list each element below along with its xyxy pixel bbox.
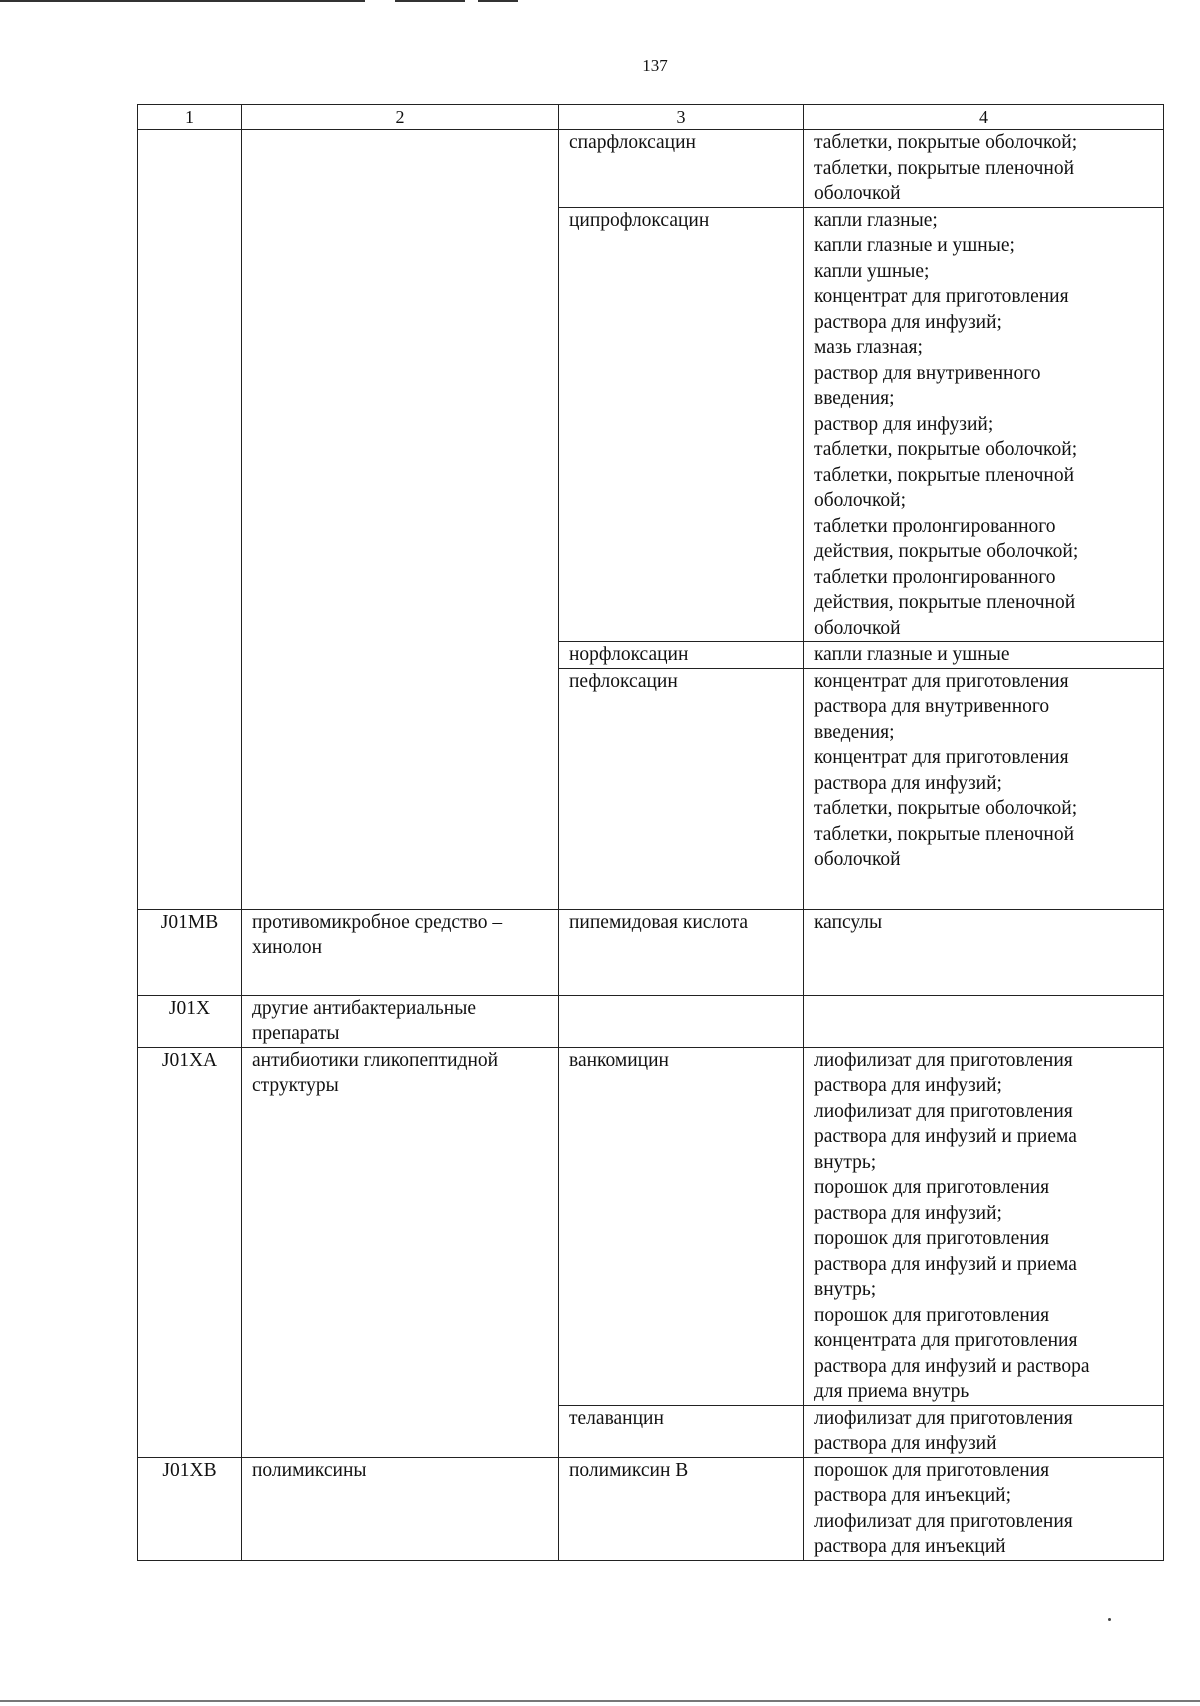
dosage-form-line: раствора для инъекций; [814, 1485, 1011, 1506]
scan-speck [1108, 1618, 1111, 1621]
scan-edge-bottom [0, 1700, 1200, 1702]
dosage-form-line: капли глазные и ушные; [814, 235, 1015, 256]
dosage-form-line: таблетки, покрытые пленочной [814, 157, 1075, 179]
dosage-form-line: порошок для приготовления [814, 1228, 1050, 1249]
dosage-form-line: внутрь; [814, 1279, 877, 1300]
group-name-cell [242, 130, 559, 910]
dosage-forms-cell [804, 130, 1164, 208]
scan-edge-top [395, 0, 465, 2]
drug-name-cell: ванкомицин [559, 1047, 804, 1405]
dosage-form-line: раствора для инфузий [814, 1433, 997, 1454]
drug-table [137, 104, 1164, 1561]
drug-name-cell: ципрофлоксацин [559, 207, 804, 642]
dosage-form-line: капли глазные и ушные [814, 644, 1010, 665]
dosage-forms-cell [804, 1457, 1164, 1560]
column-header: 3 [559, 105, 804, 130]
dosage-form-line: раствора для инфузий; [814, 311, 1002, 333]
table-row [138, 130, 1164, 208]
group-name-cell: противомикробное средство – хинолон [242, 909, 559, 995]
dosage-form-line: таблетки, покрытые оболочкой; [814, 439, 1078, 460]
dosage-form-line: таблетки пролонгированного [814, 566, 1056, 588]
dosage-form-line: порошок для приготовления [814, 1304, 1050, 1326]
column-header: 1 [138, 105, 242, 130]
dosage-form-line: оболочкой [814, 849, 901, 870]
drug-name-cell: пефлоксацин [559, 668, 804, 909]
dosage-form-line: капли ушные; [814, 260, 930, 282]
atc-code-cell: J01X [138, 995, 242, 1047]
dosage-form-line: действия, покрытые пленочной [814, 592, 1076, 613]
dosage-form-line: действия, покрытые оболочкой; [814, 541, 1079, 562]
dosage-form-line: мазь глазная; [814, 337, 923, 358]
drug-name-cell: норфлоксацин [559, 642, 804, 669]
dosage-form-line: раствор для инфузий; [814, 413, 994, 435]
dosage-form-line: раствора для инфузий; [814, 1202, 1002, 1224]
drug-name-cell: телаванцин [559, 1405, 804, 1457]
dosage-form-line: капсулы [814, 911, 883, 933]
dosage-form-line: лиофилизат для приготовления [814, 1100, 1073, 1122]
dosage-form-line: порошок для приготовления [814, 1177, 1050, 1198]
dosage-form-line: лиофилизат для приготовления [814, 1510, 1073, 1532]
dosage-form-line: оболочкой [814, 183, 901, 204]
dosage-form-line: таблетки пролонгированного [814, 515, 1056, 537]
table-row [138, 1047, 1164, 1405]
dosage-form-line: введения; [814, 388, 895, 409]
dosage-form-line: раствора для инфузий и раствора [814, 1355, 1090, 1377]
dosage-form-line: концентрат для приготовления [814, 747, 1069, 768]
dosage-form-line: капли глазные; [814, 209, 938, 231]
page-number: 137 [642, 56, 668, 75]
dosage-form-line: таблетки, покрытые оболочкой; [814, 132, 1078, 153]
table-row [138, 995, 1164, 1047]
dosage-form-line: раствора для инфузий; [814, 1075, 1002, 1096]
scan-edge-top [0, 0, 365, 2]
dosage-form-line: для приема внутрь [814, 1381, 970, 1402]
column-header: 4 [804, 105, 1164, 130]
dosage-form-line: раствора для инфузий и приема [814, 1126, 1077, 1147]
group-name-cell: антибиотики гликопептидной структуры [242, 1047, 559, 1457]
dosage-form-line: раствора для внутривенного [814, 696, 1050, 717]
table-row [138, 909, 1164, 995]
dosage-forms-cell [804, 642, 1164, 669]
dosage-forms-cell [804, 1047, 1164, 1405]
drug-name-cell [559, 995, 804, 1047]
dosage-form-line: оболочкой [814, 617, 901, 639]
atc-code-cell: J01XB [138, 1457, 242, 1560]
table-row [138, 1457, 1164, 1560]
dosage-form-line: раствор для внутривенного [814, 362, 1041, 384]
dosage-form-line: таблетки, покрытые пленочной [814, 823, 1075, 845]
atc-code-cell: J01XA [138, 1047, 242, 1457]
dosage-form-line: внутрь; [814, 1151, 877, 1173]
drug-name-cell: спарфлоксацин [559, 130, 804, 208]
drug-name-cell: пипемидовая кислота [559, 909, 804, 995]
dosage-forms-cell [804, 668, 1164, 909]
dosage-form-line: раствора для инъекций [814, 1536, 1006, 1557]
dosage-form-line: концентрат для приготовления [814, 670, 1069, 692]
table-header-row [138, 105, 1164, 130]
dosage-form-line: лиофилизат для приготовления [814, 1049, 1073, 1071]
dosage-form-line: концентрат для приготовления [814, 286, 1069, 307]
dosage-forms-cell [804, 1405, 1164, 1457]
dosage-form-line: оболочкой; [814, 490, 907, 511]
dosage-form-line: раствора для инфузий; [814, 772, 1002, 794]
atc-code-cell: J01MB [138, 909, 242, 995]
column-header: 2 [242, 105, 559, 130]
atc-code-cell [138, 130, 242, 910]
dosage-forms-cell [804, 995, 1164, 1047]
dosage-form-line: таблетки, покрытые пленочной [814, 464, 1075, 486]
dosage-form-line: лиофилизат для приготовления [814, 1407, 1073, 1429]
dosage-form-line: введения; [814, 721, 895, 743]
dosage-forms-cell [804, 909, 1164, 995]
dosage-form-line: порошок для приготовления [814, 1459, 1050, 1481]
group-name-cell: полимиксины [242, 1457, 559, 1560]
group-name-cell: другие антибактериальные препараты [242, 995, 559, 1047]
dosage-form-line: раствора для инфузий и приема [814, 1253, 1077, 1275]
dosage-forms-cell [804, 207, 1164, 642]
dosage-form-line: таблетки, покрытые оболочкой; [814, 798, 1078, 819]
dosage-form-line: концентрата для приготовления [814, 1330, 1078, 1351]
scan-edge-top [478, 0, 518, 2]
drug-name-cell: полимиксин В [559, 1457, 804, 1560]
